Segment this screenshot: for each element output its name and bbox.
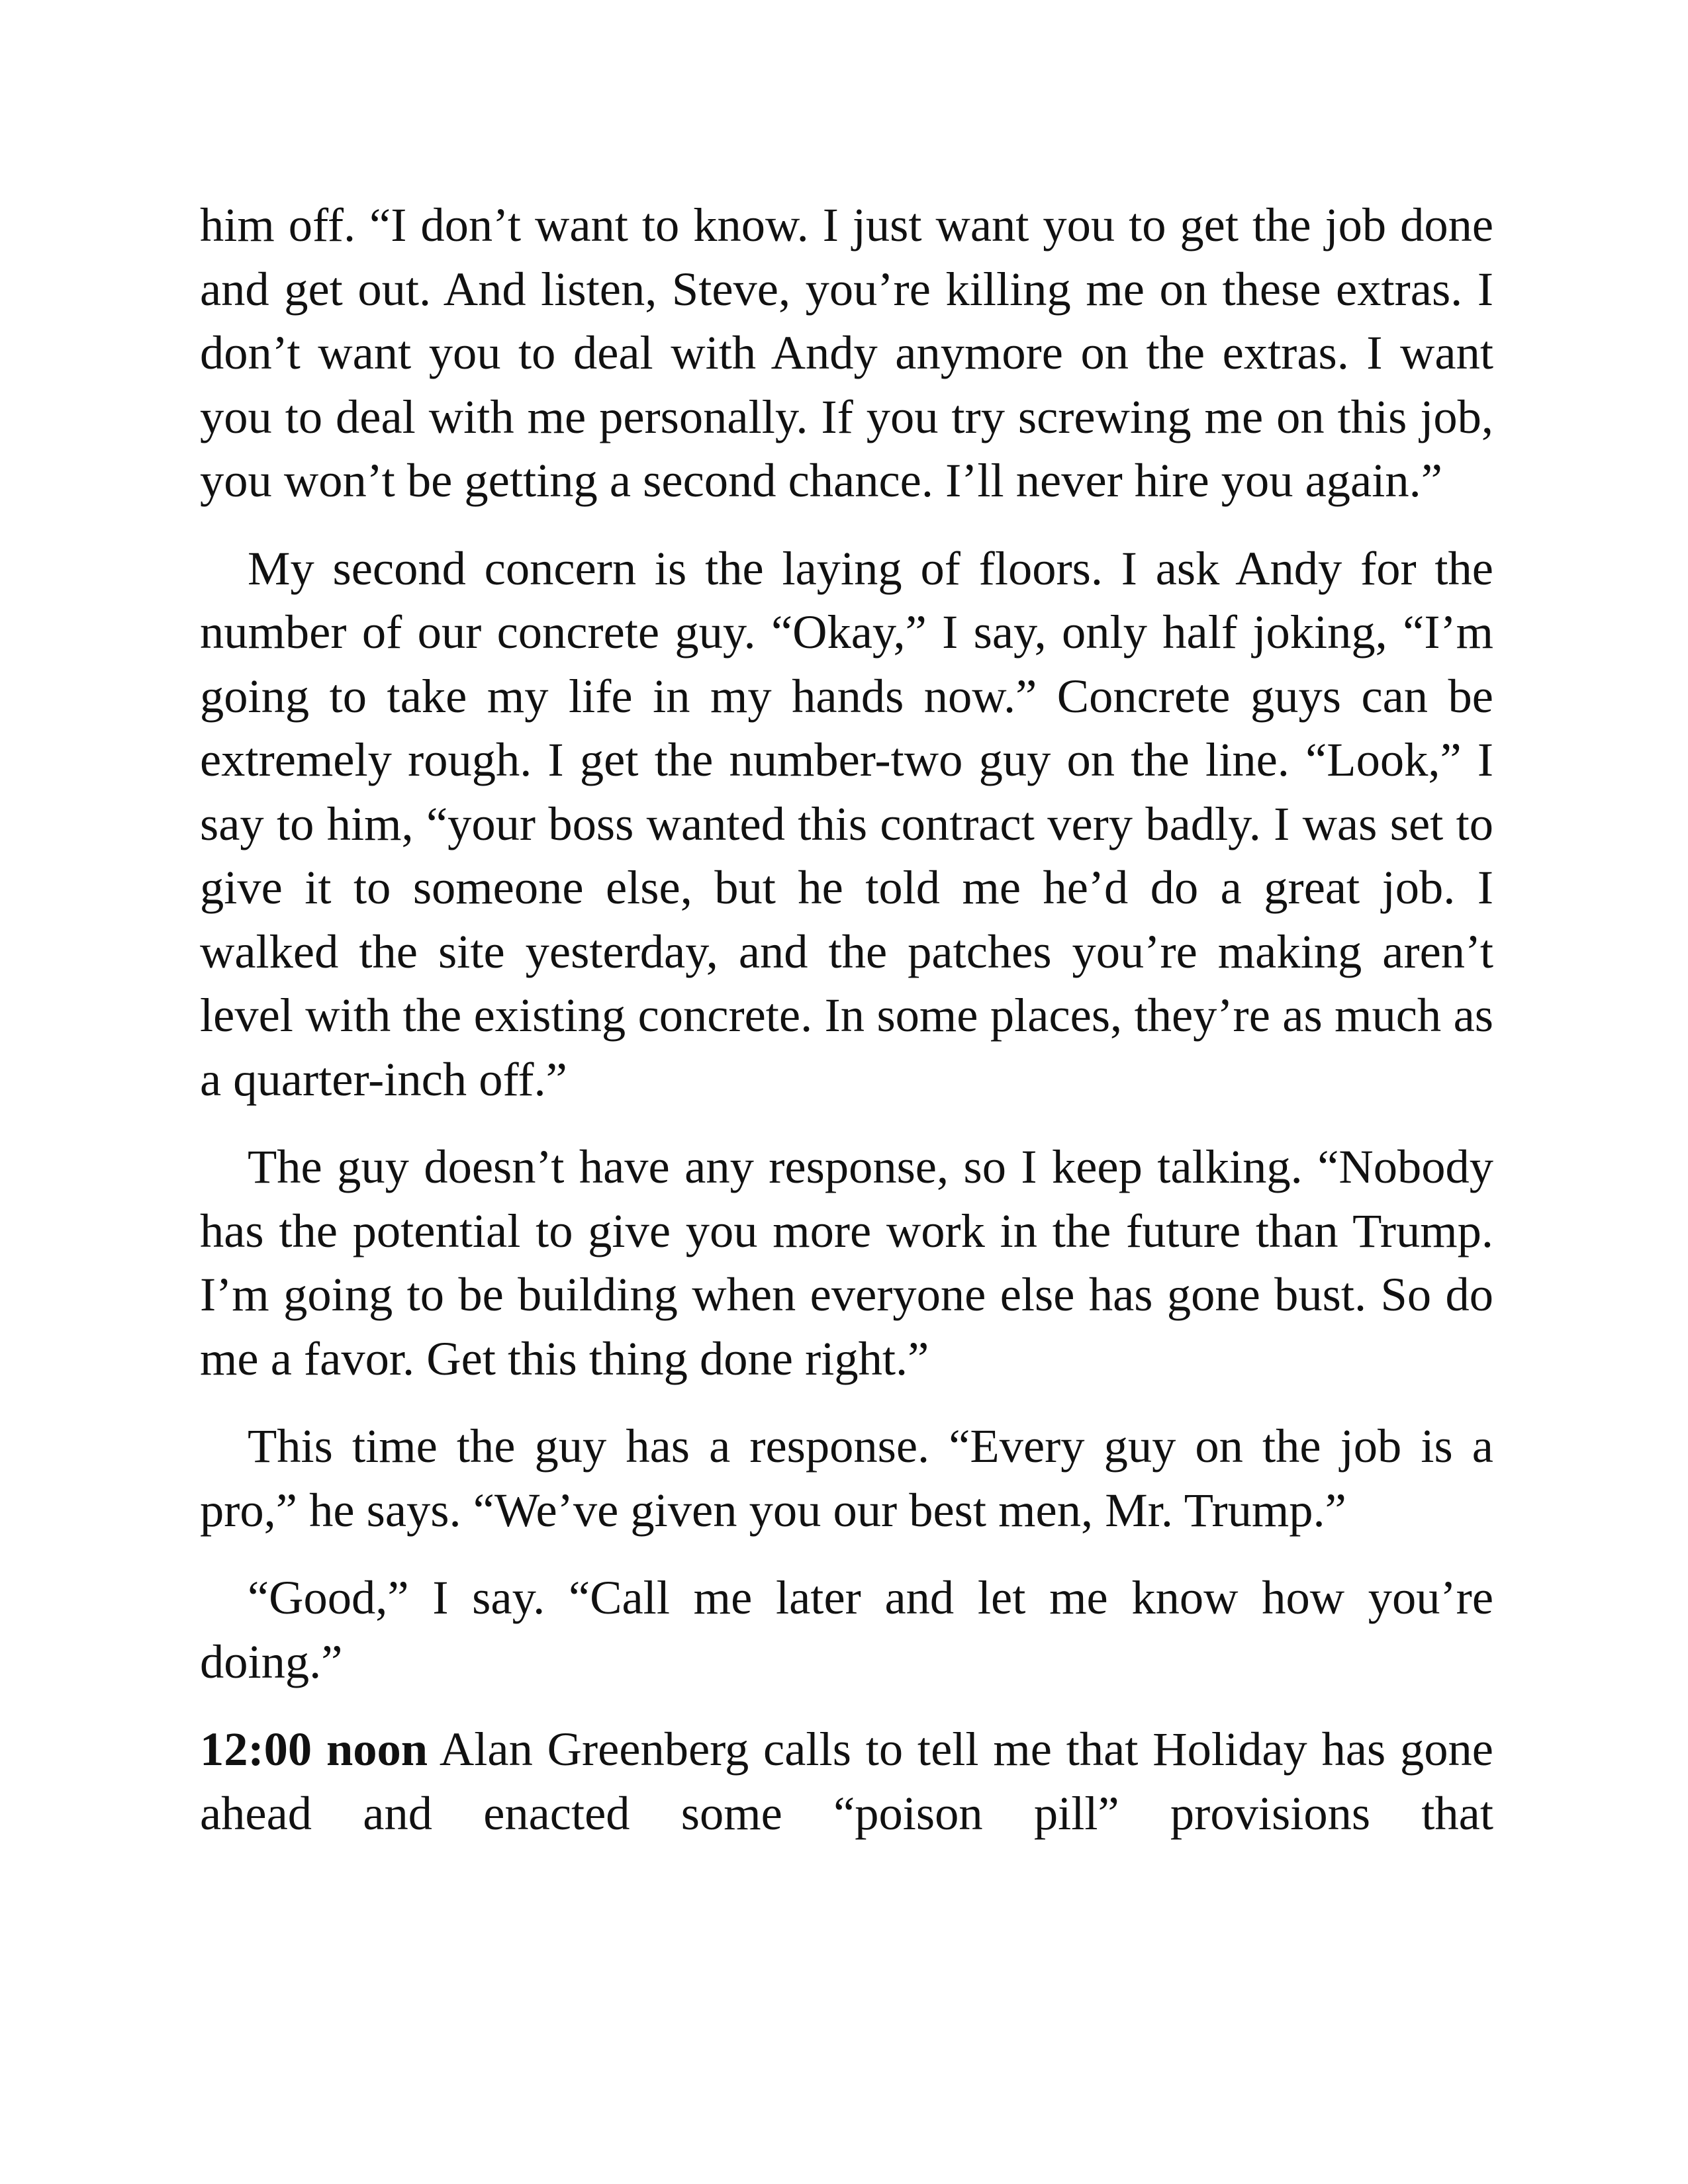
body-text (200, 193, 1493, 1869)
paragraph-3: The guy doesn’t have any response, so I keep talking. “Nobody has the potential to give you more work in the future than Trump. I’m going to be building when everyone else has gone bust. So do me a favor. Get this thing done right.” (200, 1140, 1493, 1385)
paragraph-4: This time the guy has a response. “Every guy on the job is a pro,” he says. “We’ve given you our best men, Mr. Trump.” (200, 1419, 1493, 1537)
paragraph-5: “Good,” I say. “Call me later and let me know how you’re doing.” (200, 1570, 1493, 1688)
paragraph-1: him off. “I don’t want to know. I just want you to get the job done and get out. And listen, Steve, you’re killing me on these extras. I don’t want you to deal with Andy anymore on the extras. I want you to deal with me personally. If you try screwing me on this job, you won’t be getting a second chance. I’ll never hire you again.” (200, 198, 1493, 507)
paragraph-6 (200, 1717, 1493, 1845)
paragraph-6-text: Alan Greenberg calls to tell me that Holiday has gone ahead and enacted some “poison pill” provisions that (200, 1722, 1493, 1840)
time-label: 12:00 noon (200, 1722, 428, 1776)
paragraph-2: My second concern is the laying of floors. I ask Andy for the number of our concrete guy. “Okay,” I say, only half joking, “I’m going to take my life in my hands now.” Concrete guys can be extremely rough. I get the number-two guy on the line. “Look,” I say to him, “your boss wanted this contract very badly. I was set to give it to someone else, but he told me he’d do a great job. I walked the site yesterday, and the patches you’re making aren’t level with the existing concrete. In some places, they’re as much as a quarter-inch off.” (200, 541, 1493, 1106)
